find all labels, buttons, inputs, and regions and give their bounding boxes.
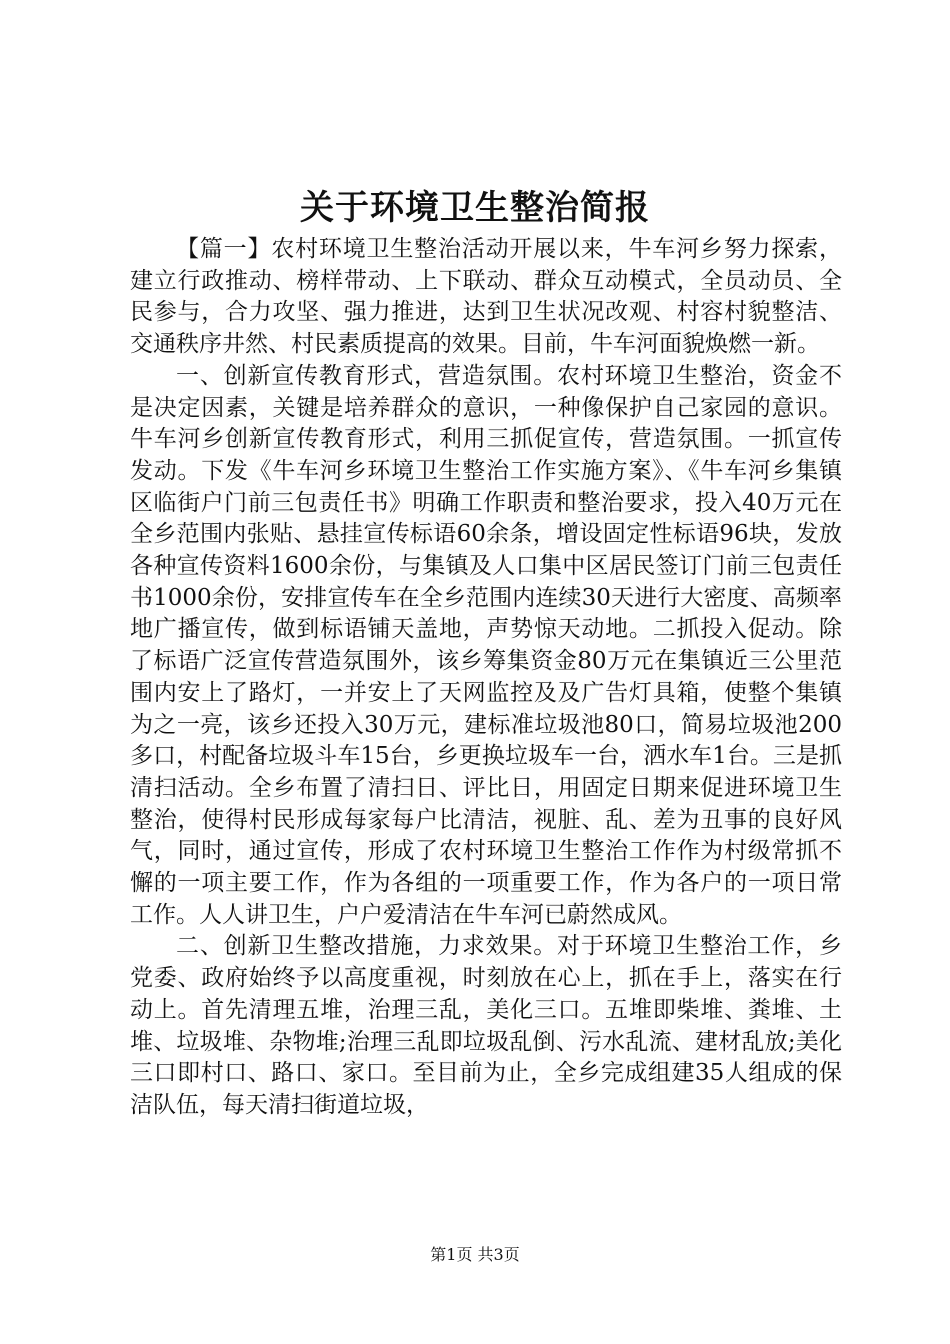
paragraph-section-two: 二、创新卫生整改措施，力求效果。对于环境卫生整治工作，乡党委、政府始终予以高度重视，时刻放在心上，抓在手上，落实在行动上。首先清理五堆，治理三乱，美化三口。五堆即柴堆、粪堆、土堆、垃圾堆、杂物堆;治理三乱即垃圾乱倒、污水乱流、建材乱放;美化三口即村口、路口、家口。至目前为止，全乡完成组建35人组成的保洁队伍，每天清扫街道垃圾， xyxy=(130,933,842,1118)
document-body xyxy=(130,234,842,1122)
page-footer: 第1页 共3页 xyxy=(430,1245,520,1264)
paragraph-intro: 【篇一】农村环境卫生整治活动开展以来，牛车河乡努力探索，建立行政推动、榜样带动、上下联动、群众互动模式，全员动员、全民参与，合力攻坚、强力推进，达到卫生状况改观、村容村貌整洁、交通秩序井然、村民素质提高的效果。目前，牛车河面貌焕燃一新。 xyxy=(130,236,842,358)
paragraph-section-one: 一、创新宣传教育形式，营造氛围。农村环境卫生整治，资金不是决定因素，关键是培养群众的意识，一种像保护自己家园的意识。牛车河乡创新宣传教育形式，利用三抓促宣传，营造氛围。一抓宣传发动。下发《牛车河乡环境卫生整治工作实施方案》、《牛车河乡集镇区临街户门前三包责任书》明确工作职责和整治要求，投入40万元在全乡范围内张贴、悬挂宣传标语60余条，增设固定性标语96块，发放各种宣传资料1600余份，与集镇及人口集中区居民签订门前三包责任书1000余份，安排宣传车在全乡范围内连续30天进行大密度、高频率地广播宣传，做到标语铺天盖地，声势惊天动地。二抓投入促动。除了标语广泛宣传营造氛围外，该乡筹集资金80万元在集镇近三公里范围内安上了路灯，一并安上了天网监控及及广告灯具箱，使整个集镇为之一亮，该乡还投入30万元，建标准垃圾池80口，简易垃圾池200多口，村配备垃圾斗车15台，乡更换垃圾车一台，洒水车1台。三是抓清扫活动。全乡布置了清扫日、评比日，用固定日期来促进环境卫生整治，使得村民形成每家每户比清洁，视脏、乱、差为丑事的良好风气，同时，通过宣传，形成了农村环境卫生整治工作作为村级常抓不懈的一项主要工作，作为各组的一项重要工作，作为各户的一项日常工作。人人讲卫生，户户爱清洁在牛车河已蔚然成风。 xyxy=(130,362,842,928)
document-title: 关于环境卫生整治简报 xyxy=(300,188,650,228)
